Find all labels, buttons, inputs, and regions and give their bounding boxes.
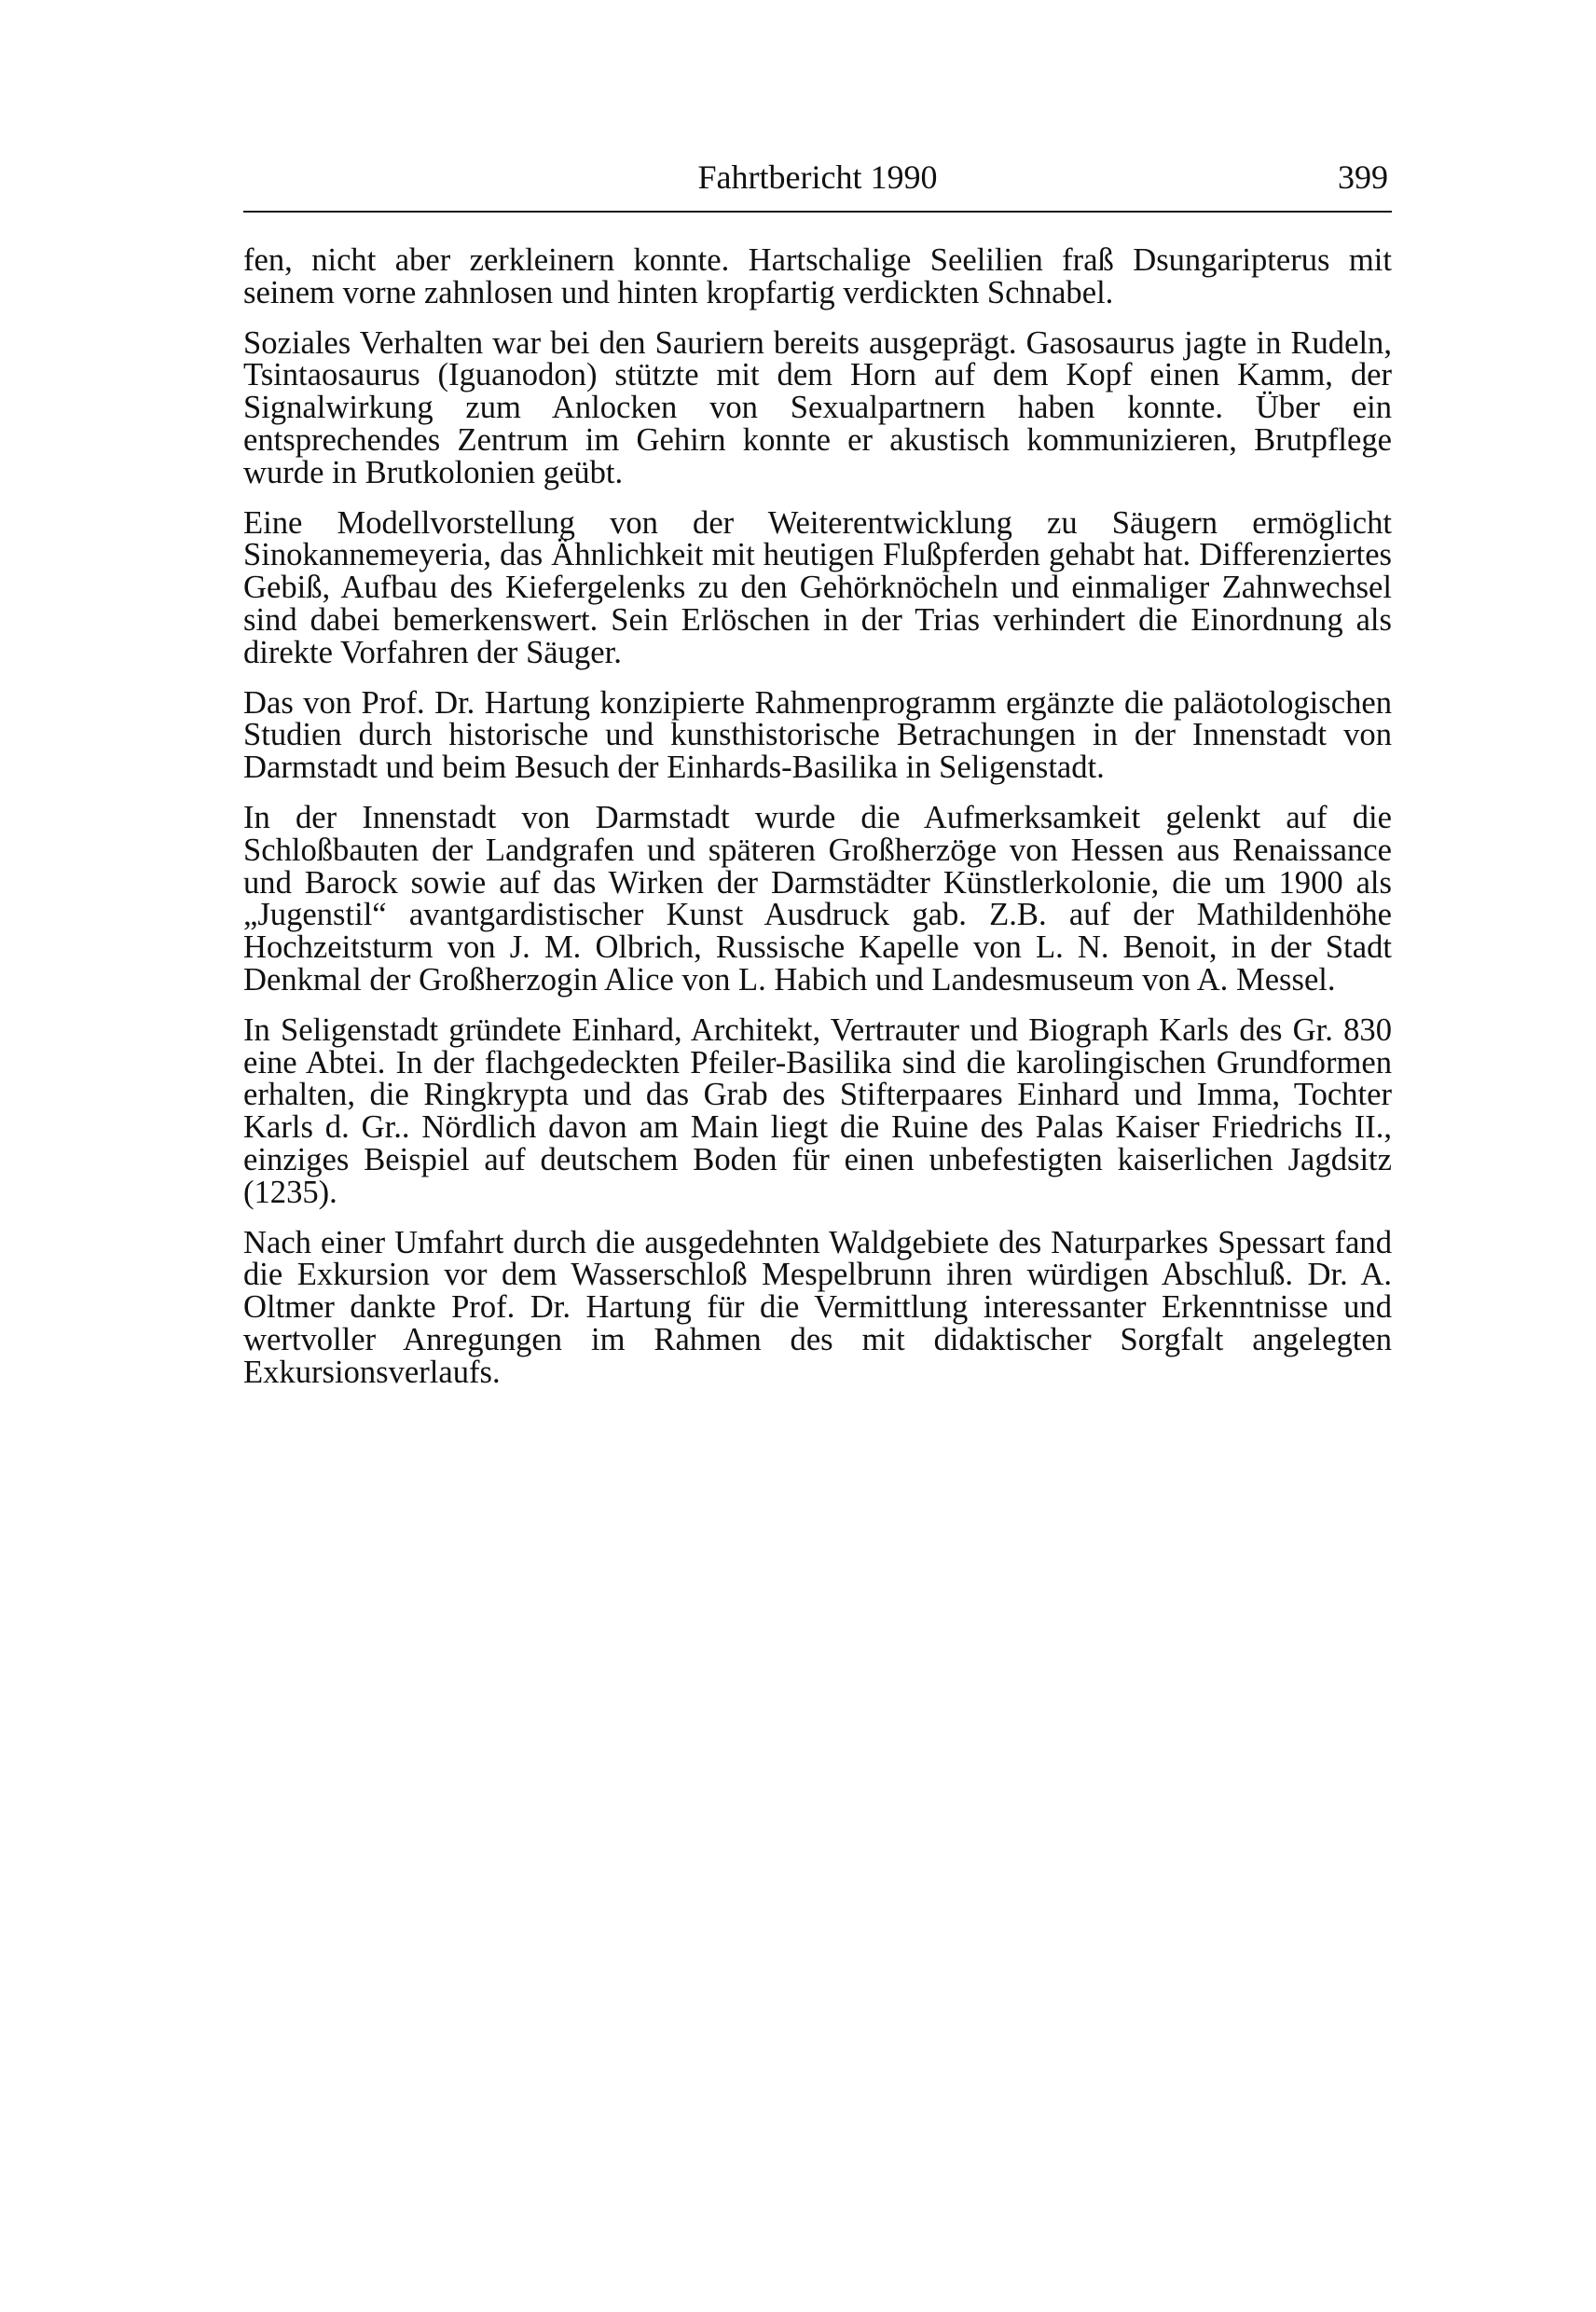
paragraph: In der Innenstadt von Darmstadt wurde die Aufmerksamkeit gelenkt auf die Schloßbauten der Landgrafen und späteren Großherzöge von Hessen aus Renaissance und Barock sowie auf das Wirken der Darmstädter Künstlerkolonie, die um 1900 als „Jugenstil“ avantgardistischer Kunst Ausdruck gab. Z.B. auf der Mathildenhöhe Hochzeitsturm von J. M. Olbrich, Russische Kapelle von L. N. Benoit, in der Stadt Denkmal der Großherzogin Alice von L. Habich und Landesmuseum von A. Messel. [243,799,1392,998]
paragraph: Nach einer Umfahrt durch die ausgedehnten Waldgebiete des Naturparkes Spessart fand die Exkursion vor dem Wasserschloß Mespelbrunn ihren würdigen Abschluß. Dr. A. Oltmer dankte Prof. Dr. Hartung für die Vermittlung interessanter Erkenntnisse und wertvoller Anregungen im Rahmen des mit didaktischer Sorgfalt angelegten Exkursionsverlaufs. [243,1224,1392,1390]
running-header-title: Fahrtbericht 1990 [697,158,938,196]
page-number: 399 [1338,158,1388,196]
paragraph: In Seligenstadt gründete Einhard, Architekt, Vertrauter und Biograph Karls des Gr. 830 eine Abtei. In der flachgedeckten Pfeiler-Basilika sind die karolingischen Grundformen erhalten, die Ringkrypta und das Grab des Stifterpaares Einhard und Imma, Tochter Karls d. Gr.. Nördlich davon am Main liegt die Ruine des Palas Kaiser Friedrichs II., einziges Beispiel auf deutschem Boden für einen unbefestigten kaiserlichen Jagdsitz (1235). [243,1012,1392,1210]
paragraph: Das von Prof. Dr. Hartung konzipierte Rahmenprogramm ergänzte die paläotologischen Studien durch historische und kunsthistorische Betrachungen in der Innenstadt von Darmstadt und beim Besuch der Einhards-Basilika in Seligenstadt. [243,684,1392,786]
running-header [243,151,1392,213]
paragraph: Soziales Verhalten war bei den Sauriern bereits ausgeprägt. Gasosaurus jagte in Rudeln, Tsintaosaurus (Iguanodon) stützte mit dem Horn auf dem Kopf einen Kamm, der Signalwirkung zum Anlocken von Sexualpartnern haben konnte. Über ein entsprechendes Zentrum im Gehirn konnte er akustisch kommunizieren, Brutpflege wurde in Brutkolonien geübt. [243,324,1392,490]
paragraph: fen, nicht aber zerkleinern konnte. Hartschalige Seelilien fraß Dsungaripterus mit seinem vorne zahnlosen und hinten kropfartig verdickten Schnabel. [243,242,1392,310]
body-text [243,244,1392,1407]
paragraph: Eine Modellvorstellung von der Weiterentwicklung zu Säugern ermöglicht Sinokannemeyeria, das Ähnlichkeit mit heutigen Flußpferden gehabt hat. Differenziertes Gebiß, Aufbau des Kiefergelenks zu den Gehörknöcheln und einmaliger Zahnwechsel sind dabei bemerkenswert. Sein Erlöschen in der Trias verhindert die Einordnung als direkte Vorfahren der Säuger. [243,504,1392,670]
